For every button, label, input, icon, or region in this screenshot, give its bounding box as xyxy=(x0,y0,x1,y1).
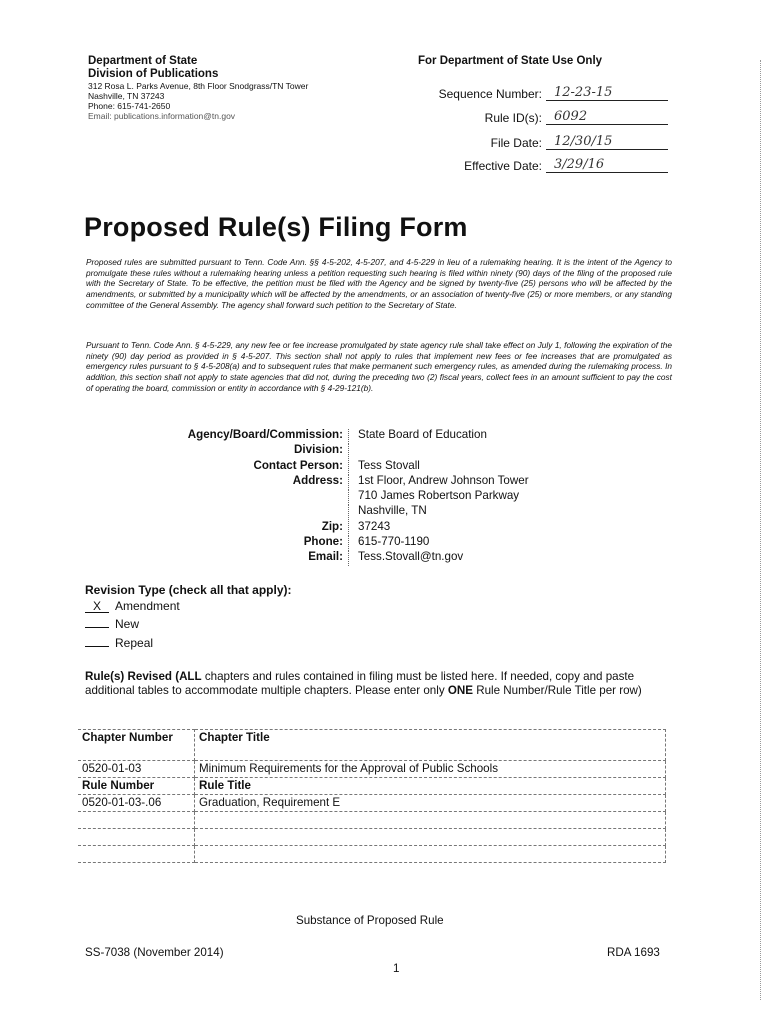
revision-option-repeal[interactable] xyxy=(85,633,292,652)
chapter-title-header: Chapter Title xyxy=(195,730,666,761)
zip-value: 37243 xyxy=(358,520,391,533)
agency-separator xyxy=(348,429,349,444)
email-value: Tess.Stovall@tn.gov xyxy=(358,550,464,563)
address2-separator xyxy=(348,490,349,505)
state-use-only-block xyxy=(418,55,668,173)
address3-separator xyxy=(348,505,349,520)
table-row xyxy=(78,846,666,863)
rule-id-value: 6092 xyxy=(546,109,668,125)
rule-number-cell[interactable]: 0520-01-03-.06 xyxy=(78,795,195,812)
empty-cell[interactable] xyxy=(195,812,666,829)
address-line3: Nashville, TN xyxy=(358,504,427,517)
rda-number: RDA 1693 xyxy=(607,946,660,959)
revision-type xyxy=(85,583,292,651)
form-number: SS-7038 (November 2014) xyxy=(85,946,224,959)
agency-label: Agency/Board/Commission: xyxy=(187,428,343,441)
department-name: Department of State xyxy=(88,55,198,67)
email-row xyxy=(85,550,770,567)
revision-option-new[interactable] xyxy=(85,614,292,633)
contact-separator xyxy=(348,460,349,475)
table-row xyxy=(78,795,666,812)
revision-label-repeal: Repeal xyxy=(115,635,154,650)
address-line2: 710 James Robertson Parkway xyxy=(358,489,520,502)
effective-date-value: 3/29/16 xyxy=(546,157,668,173)
sequence-number-value: 12-23-15 xyxy=(546,85,668,101)
zip-label: Zip: xyxy=(321,520,343,533)
table-row xyxy=(78,829,666,846)
table-row xyxy=(78,778,666,795)
contact-value: Tess Stovall xyxy=(358,459,420,472)
effective-date-field xyxy=(418,157,668,177)
revision-heading: Revision Type (check all that apply): xyxy=(85,583,292,597)
agency-value: State Board of Education xyxy=(358,428,487,441)
file-date-value: 12/30/15 xyxy=(546,134,668,150)
substance-heading: Substance of Proposed Rule xyxy=(296,914,444,927)
empty-cell[interactable] xyxy=(195,829,666,846)
page-title: Proposed Rule(s) Filing Form xyxy=(84,212,468,242)
intro-paragraph: Proposed rules are submitted pursuant to Tenn. Code Ann. §§ 4-5-202, 4-5-207, and 4-5-229 in lieu of a rulemaking hearing. It is the intent of the Agency to promulgate these rules without a rulemaking hearing unless a petition requesting such hearing is filed within ninety (90) days of the filing of the proposed rule with the Secretary of State. To be effective, the petition must be filed with the Agency and be signed by twenty-five (25) persons who will be affected by the amendments, or submitted by a municipality which will be affected by the amendments, or an association of twenty-five (25) or more members, or any standing committee of the General Assembly. The agency shall forward such petition to the Secretary of State. xyxy=(86,257,672,310)
revision-checkbox-repeal[interactable] xyxy=(85,633,109,647)
table-row xyxy=(78,761,666,778)
rule-id-field xyxy=(418,109,668,129)
header-email: Email: publications.information@tn.gov xyxy=(88,111,236,121)
chapter-number-cell[interactable]: 0520-01-03 xyxy=(78,761,195,778)
table-row xyxy=(78,812,666,829)
zip-separator xyxy=(348,521,349,536)
rule-number-header: Rule Number xyxy=(78,778,195,795)
rules-revised-bold: Rule(s) Revised (ALL xyxy=(85,670,202,683)
sequence-number-field xyxy=(418,85,668,105)
rule-title-header: Rule Title xyxy=(195,778,666,795)
rules-revised-text: chapters and rules contained in filing must be listed here. If needed, copy and paste additional tables to accommodate multiple chapters. Please enter only xyxy=(85,670,635,697)
empty-cell[interactable] xyxy=(195,846,666,863)
page-number: 1 xyxy=(393,962,400,975)
revision-option-amendment[interactable] xyxy=(85,599,292,615)
phone-separator xyxy=(348,536,349,551)
chapter-title-cell[interactable]: Minimum Requirements for the Approval of Public Schools xyxy=(195,761,666,778)
address-line1: 1st Floor, Andrew Johnson Tower xyxy=(358,474,529,487)
email-separator xyxy=(348,551,349,566)
division-row xyxy=(85,443,770,460)
rule-title-cell[interactable]: Graduation, Requirement E xyxy=(195,795,666,812)
address-row-3 xyxy=(85,504,770,521)
file-date-label: File Date: xyxy=(490,136,542,150)
empty-cell[interactable] xyxy=(78,846,195,863)
header-address2: Nashville, TN 37243 xyxy=(88,91,165,101)
division-separator xyxy=(348,444,349,459)
effective-date-label: Effective Date: xyxy=(464,159,542,173)
rules-revised-one: ONE xyxy=(447,684,473,697)
rules-revised-instructions xyxy=(85,670,675,698)
address-label: Address: xyxy=(292,474,343,487)
revision-label-amendment: Amendment xyxy=(115,598,180,613)
empty-cell[interactable] xyxy=(78,812,195,829)
address-separator xyxy=(348,475,349,490)
scan-edge-line xyxy=(760,60,762,1000)
header-phone: Phone: 615-741-2650 xyxy=(88,101,171,111)
table-row xyxy=(78,730,666,761)
revision-checkbox-new[interactable] xyxy=(85,614,109,628)
email-label: Email: xyxy=(308,550,343,563)
phone-value: 615-770-1190 xyxy=(358,535,430,548)
fee-paragraph: Pursuant to Tenn. Code Ann. § 4-5-229, any new fee or fee increase promulgated by state agency rule shall take effect on July 1, following the expiration of the ninety (90) day period as provided in § 4-5-207. This section shall not apply to rules that implement new fees or fee increases that are promulgated as emergency rules pursuant to § 4-5-208(a) and to subsequent rules that make permanent such emergency rules, as amended during the rulemaking process. In addition, this section shall not apply to state agencies that did not, during the preceding two (2) fiscal years, collect fees in an amount sufficient to pay the cost of operating the board, commission or entity in accordance with § 4-29-121(b). xyxy=(86,340,672,393)
rule-id-label: Rule ID(s): xyxy=(484,111,542,125)
revision-label-new: New xyxy=(115,617,140,631)
rules-revised-end: Rule Number/Rule Title per row) xyxy=(472,684,642,697)
phone-label: Phone: xyxy=(303,535,343,548)
empty-cell[interactable] xyxy=(78,829,195,846)
sequence-number-label: Sequence Number: xyxy=(438,87,542,101)
division-name: Division of Publications xyxy=(88,68,219,80)
revision-checkbox-amendment[interactable]: X xyxy=(85,599,109,613)
use-only-title: For Department of State Use Only xyxy=(418,55,603,67)
header-block xyxy=(88,55,308,121)
chapter-number-header: Chapter Number xyxy=(78,730,195,761)
header-address1: 312 Rosa L. Parks Avenue, 8th Floor Snodgrass/TN Tower xyxy=(88,81,309,91)
file-date-field xyxy=(418,134,668,154)
contact-label: Contact Person: xyxy=(253,459,343,472)
division-label: Division: xyxy=(294,443,343,456)
rules-table xyxy=(78,729,666,863)
